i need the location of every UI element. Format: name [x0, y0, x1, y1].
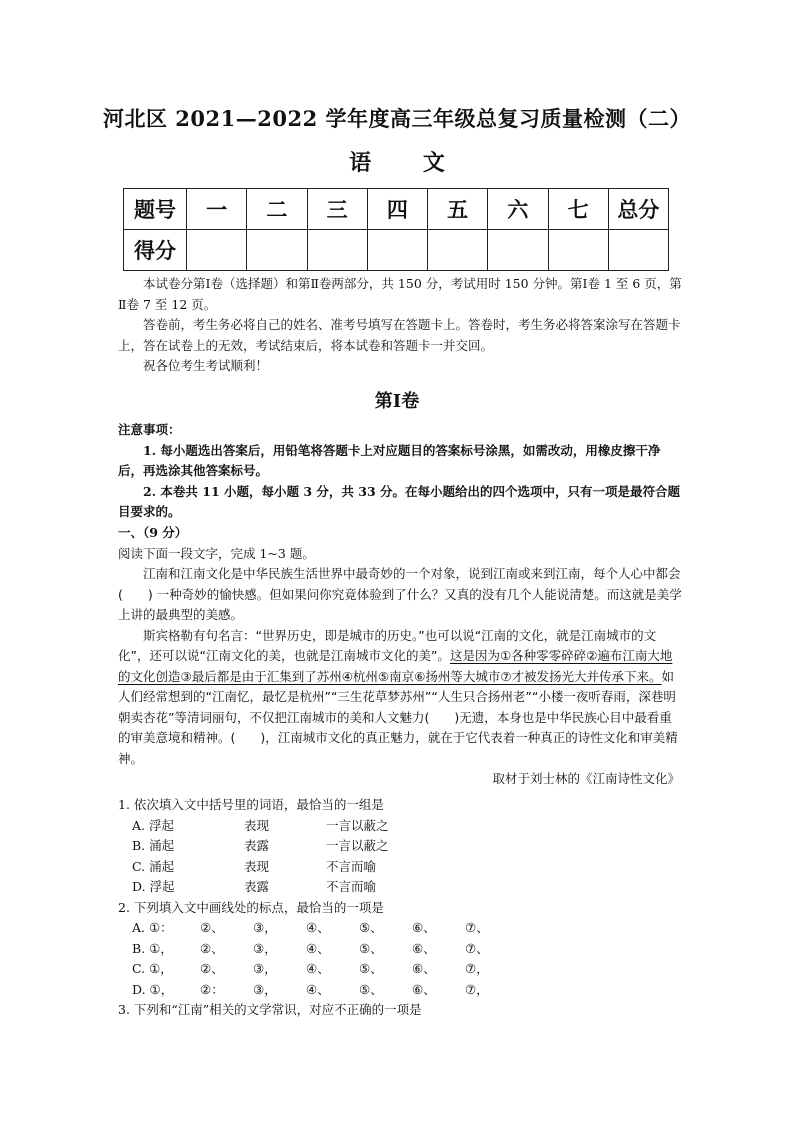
option-cell: A. ①： [132, 920, 173, 935]
option-cell: 表现 [244, 817, 270, 833]
option-cell: ⑥、 [412, 940, 436, 956]
part-instruction: 阅读下面一段文字，完成 1~3 题。 [118, 545, 315, 561]
option-cell: D. ①， [132, 981, 174, 997]
score-cell [367, 230, 427, 271]
question-stem: 1. 依次填入文中括号里的词语，最恰当的一组是 [118, 797, 384, 812]
option-cell: 表露 [244, 879, 270, 894]
reading-passage [118, 564, 682, 769]
passage-text: 斯宾格勒有句名言：“世界历史，即是城市的历史。”也可以说“江南的文化，就是江南城市的文化”，还可以说“江南文化的美，也就是江南城市文化的美”。 [118, 627, 657, 663]
subject-title: 语 文 [349, 150, 467, 176]
part-heading: 一、（9 分） [118, 525, 188, 540]
notice-item: 1. 每小题选出答案后，用铅笔将答题卡上对应题目的答案标号涂黑，如需改动，用橡皮擦干净后，再选涂其他答案标号。 [118, 442, 661, 478]
exam-title: 河北区 2021—2022 学年度高三年级总复习质量检测（二） [102, 106, 691, 131]
option-cell: A. 浮起 [132, 817, 174, 833]
option-cell: B. 涌起 [132, 838, 175, 853]
option-cell: B. ①， [132, 940, 173, 956]
score-cell [247, 230, 307, 271]
score-cell [548, 230, 608, 271]
score-table-header-cell: 四 [367, 189, 427, 230]
passage-text: 如人们经常想到的“江南忆，最忆是杭州”“三生花草梦苏州”“人生只合扬州老”“小楼一夜听春雨，深巷明朝卖杏花”等清词丽句，不仅把江南城市的美和人文魅力( )无遗，本身也是中华民族心目中最看重的审美意境和精神。( )，江南城市文化的真正魅力，就在于它代表着一种真正的诗性文化和审美精神。 [118, 668, 678, 766]
option-cell: ②： [200, 981, 224, 997]
score-table-header-cell: 题号 [124, 189, 187, 230]
option-cell: ②、 [200, 920, 224, 935]
notice-label: 注意事项： [118, 422, 181, 437]
option-cell: ④、 [306, 940, 330, 956]
question-stem: 2. 下列填入文中画线处的标点，最恰当的一项是 [118, 899, 384, 915]
questions-section [118, 795, 682, 1021]
passage-source: 取材于刘士林的《江南诗性文化》 [492, 771, 680, 786]
option-cell: ④、 [306, 920, 330, 935]
option-cell: ⑤、 [359, 961, 383, 976]
option-cell: ⑤、 [359, 920, 383, 935]
score-table-header-cell: 总分 [608, 189, 668, 230]
option-cell: ⑦， [465, 981, 489, 997]
option-cell: C. 涌起 [132, 858, 175, 874]
score-table-header-cell: 七 [548, 189, 608, 230]
score-table-score-row [124, 230, 669, 271]
score-cell [428, 230, 488, 271]
option-cell: ⑤、 [359, 940, 383, 956]
intro-section [118, 274, 682, 377]
option-cell: ②、 [200, 940, 224, 956]
option-cell: ⑦、 [465, 920, 489, 935]
intro-paragraph: 本试卷分第Ⅰ卷（选择题）和第Ⅱ卷两部分，共 150 分，考试用时 150 分钟。第Ⅰ卷 1 至 6 页，第Ⅱ卷 7 至 12 页。 [118, 276, 682, 312]
answer-option [118, 816, 682, 837]
option-cell: ③， [253, 940, 277, 956]
score-cell [187, 230, 247, 271]
option-cell: 不言而喻 [326, 858, 377, 874]
option-cell: ⑥、 [412, 981, 436, 997]
option-cell: ③， [253, 920, 277, 935]
score-table-header-cell: 六 [488, 189, 548, 230]
answer-option [118, 939, 682, 960]
option-cell: 一言以蔽之 [326, 817, 389, 833]
section-title: 第Ⅰ卷 [374, 391, 420, 412]
option-cell: 表露 [244, 838, 270, 853]
score-table-header-cell: 三 [307, 189, 367, 230]
option-cell: ⑤、 [359, 981, 383, 997]
passage-paragraph: 江南和江南文化是中华民族生活世界中最奇妙的一个对象，说到江南或来到江南，每个人心中都会( ) 一种奇妙的愉快感。但如果问你究竟体验到了什么？又真的没有几个人能说清楚。而这就是美学上讲的最典型的美感。 [118, 566, 682, 622]
score-table-header-row [124, 189, 669, 230]
answer-option [118, 877, 682, 898]
option-cell: ③， [253, 961, 277, 976]
score-cell [488, 230, 548, 271]
option-cell: ⑦、 [465, 940, 489, 956]
option-cell: 表现 [244, 858, 270, 874]
score-table-header-cell: 二 [247, 189, 307, 230]
option-cell: ⑦， [465, 961, 489, 976]
passage-paragraph [118, 626, 682, 770]
option-cell: 一言以蔽之 [326, 838, 389, 853]
option-cell: 不言而喻 [326, 879, 377, 894]
option-cell: C. ①， [132, 961, 173, 976]
underlined-sentence: 这是因为①各种零零碎碎②遍布江南大地的文化创造③最后都是由于汇集到了苏州④杭州⑤南京⑥扬州等大城市⑦才被发扬光大并传承下来。 [118, 648, 673, 684]
score-table-header-cell: 五 [428, 189, 488, 230]
notice-section [118, 420, 682, 523]
option-cell: D. 浮起 [132, 879, 175, 894]
option-cell: ⑥、 [412, 920, 436, 935]
option-cell: ④、 [306, 981, 330, 997]
score-table [123, 188, 669, 271]
intro-paragraph: 祝各位考生考试顺利！ [143, 358, 269, 373]
score-cell [307, 230, 367, 271]
score-table-header-cell: 一 [187, 189, 247, 230]
answer-option [118, 857, 682, 878]
answer-option [118, 980, 682, 1001]
question-stem: 3. 下列和“江南”相关的文学常识，对应不正确的一项是 [118, 1002, 422, 1017]
option-cell: ③， [253, 981, 277, 997]
option-cell: ⑥、 [412, 961, 436, 976]
option-cell: ④、 [306, 961, 330, 976]
score-cell [608, 230, 668, 271]
answer-option [118, 959, 682, 980]
answer-option [118, 836, 682, 857]
notice-item: 2. 本卷共 11 小题，每小题 3 分，共 33 分。在每小题给出的四个选项中，只有一项是最符合题目要求的。 [118, 483, 681, 519]
score-row-label: 得分 [124, 230, 187, 271]
reading-section [118, 523, 682, 790]
answer-option [118, 918, 682, 939]
intro-paragraph: 答卷前，考生务必将自己的姓名、准考号填写在答题卡上。答卷时，考生务必将答案涂写在答题卡上，答在试卷上的无效，考试结束后，将本试卷和答题卡一并交回。 [118, 317, 681, 353]
option-cell: ②、 [200, 961, 224, 976]
